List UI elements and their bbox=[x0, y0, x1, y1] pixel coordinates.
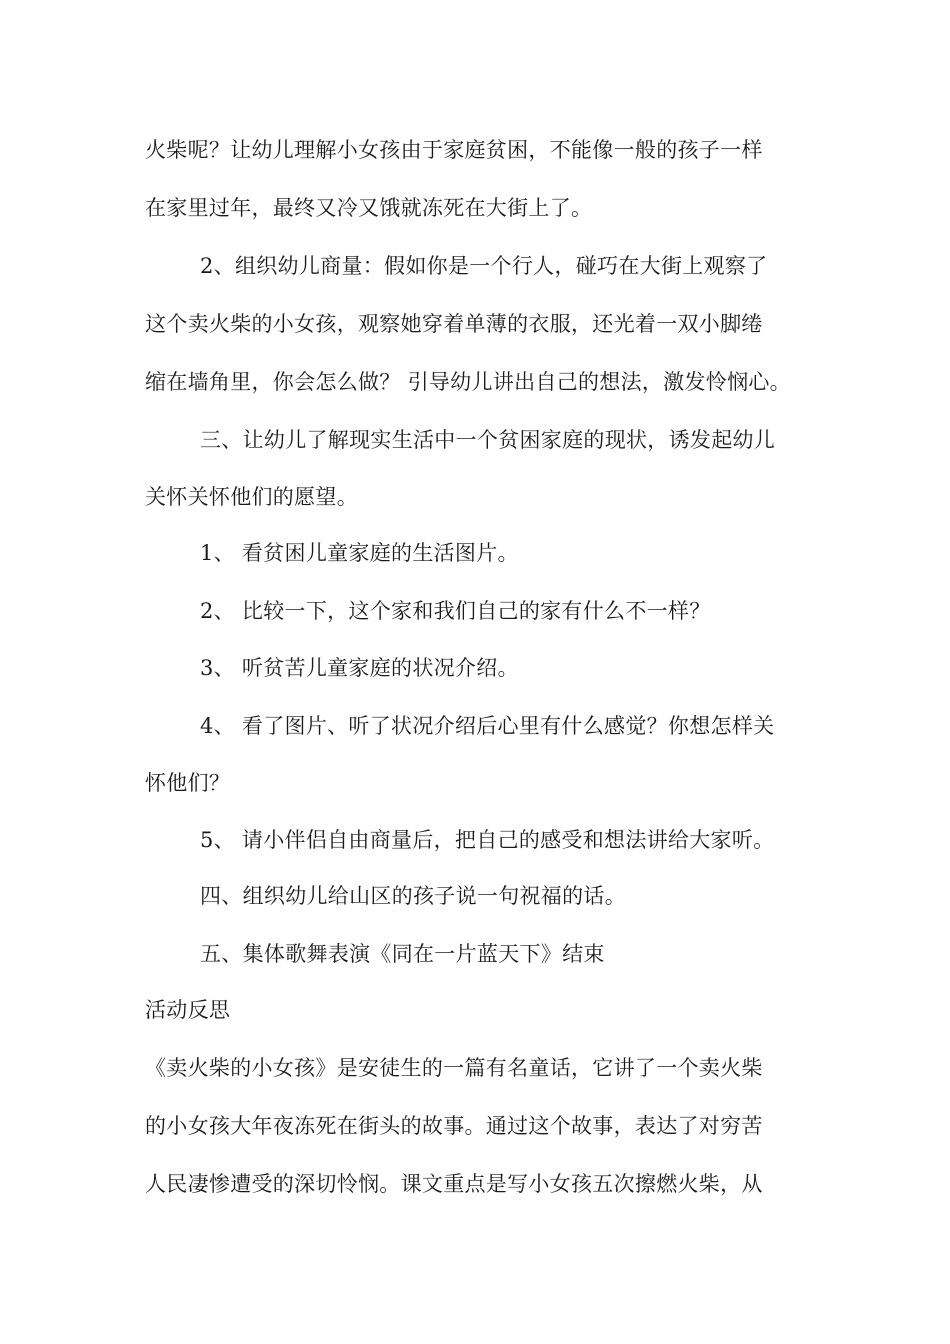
text-line-15: 五、集体歌舞表演《同在一片蓝天下》结束 bbox=[200, 942, 605, 966]
text-line-6: 三、让幼儿了解现实生活中一个贫困家庭的现状，诱发起幼儿 bbox=[200, 428, 776, 452]
text-line-2: 在家里过年，最终又冷又饿就冻死在大街上了。 bbox=[145, 196, 593, 220]
text-line-3: 2、组织幼儿商量：假如你是一个行人，碰巧在大街上观察了 bbox=[200, 254, 768, 278]
text-line-19: 人民凄惨遭受的深切怜悯。课文重点是写小女孩五次擦燃火柴，从 bbox=[145, 1172, 763, 1196]
text-line-8: 1、 看贫困儿童家庭的生活图片。 bbox=[200, 541, 519, 565]
text-line-14: 四、组织幼儿给山区的孩子说一句祝福的话。 bbox=[200, 884, 626, 908]
text-line-11: 4、 看了图片、听了状况介绍后心里有什么感觉？你想怎样关 bbox=[200, 714, 775, 738]
text-line-1: 火柴呢？让幼儿理解小女孩由于家庭贫困，不能像一般的孩子一样 bbox=[145, 138, 763, 162]
text-line-9: 2、 比较一下，这个家和我们自己的家有什么不一样？ bbox=[200, 599, 711, 623]
section-heading-reflection: 活动反思 bbox=[145, 998, 231, 1022]
text-line-13: 5、 请小伴侣自由商量后，把自己的感受和想法讲给大家听。 bbox=[200, 828, 775, 852]
text-line-12: 怀他们？ bbox=[145, 771, 231, 795]
text-line-10: 3、 听贫苦儿童家庭的状况介绍。 bbox=[200, 656, 519, 680]
text-line-7: 关怀关怀他们的愿望。 bbox=[145, 485, 358, 509]
text-line-17: 《卖火柴的小女孩》是安徒生的一篇有名童话，它讲了一个卖火柴 bbox=[145, 1056, 763, 1080]
text-line-5: 缩在墙角里，你会怎么做？ 引导幼儿讲出自己的想法，激发怜悯心。 bbox=[145, 370, 791, 394]
text-line-18: 的小女孩大年夜冻死在街头的故事。通过这个故事，表达了对穷苦 bbox=[145, 1114, 763, 1138]
text-line-4: 这个卖火柴的小女孩，观察她穿着单薄的衣服，还光着一双小脚绻 bbox=[145, 312, 763, 336]
